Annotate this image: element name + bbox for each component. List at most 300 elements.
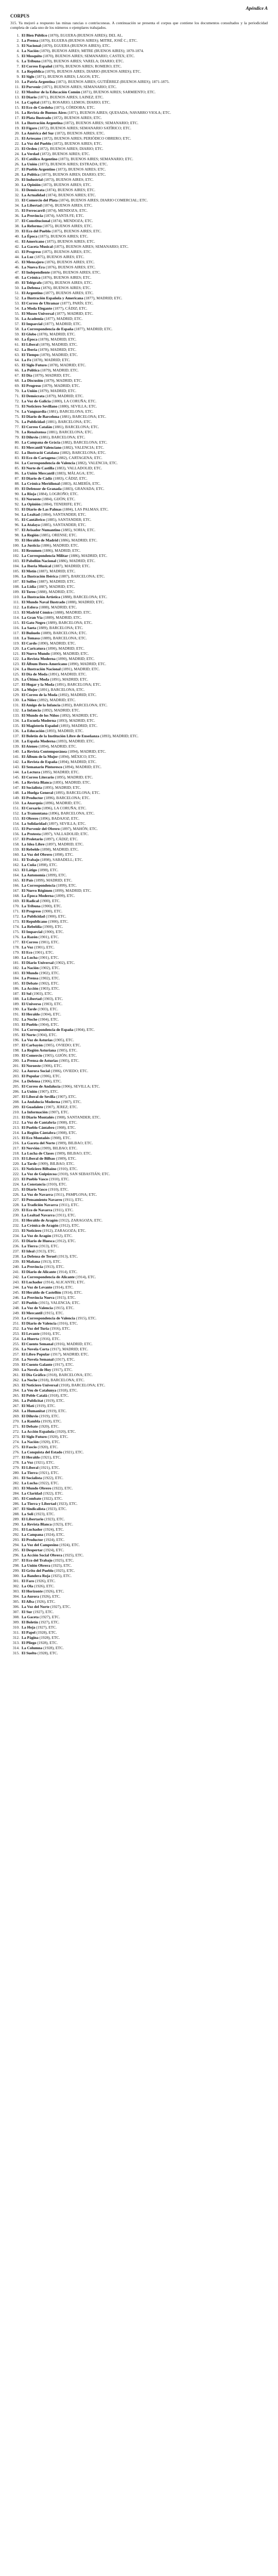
entry-title: El Eco Montañés xyxy=(22,1136,50,1140)
entry-title: La Tomasa xyxy=(22,636,40,640)
entry-details: (1882), BARCELONA; ETC. xyxy=(60,440,108,445)
entry-number: 52. xyxy=(14,296,20,300)
entry-number: 280. xyxy=(12,1470,20,1475)
entry-details: (1891), MADRID; ETC. xyxy=(47,672,87,676)
entry-number: 117. xyxy=(13,631,20,635)
list-item xyxy=(10,739,268,743)
entry-number: 311. xyxy=(13,1630,20,1635)
list-item xyxy=(10,816,268,821)
entry-details: (1907), ETC. xyxy=(55,1094,77,1099)
entry-title: La Esfera xyxy=(22,605,38,609)
entry-text xyxy=(22,1187,268,1192)
entry-text xyxy=(22,1589,268,1594)
entry-number: 156. xyxy=(12,832,20,836)
entry-details: (1914), ETC. xyxy=(56,1269,78,1274)
entry-number: 142. xyxy=(12,759,20,764)
entry-title: El Telégrafo xyxy=(22,280,42,285)
entry-number: 223. xyxy=(12,1177,20,1181)
entry-title: La Crónica de Aragón xyxy=(22,1223,59,1228)
entry-title: La Región Cántabra xyxy=(22,1130,56,1135)
list-item xyxy=(10,924,268,929)
entry-details: (1902), ETC. xyxy=(38,971,60,975)
entry-text xyxy=(22,522,268,527)
entry-number: 44. xyxy=(14,255,20,259)
list-item xyxy=(10,1141,268,1145)
entry-details: (1900), ETC. xyxy=(42,929,64,934)
entry-title: La Ilustració Catalana xyxy=(22,450,59,455)
entry-number: 96. xyxy=(14,522,20,527)
entry-number: 41. xyxy=(14,239,20,244)
list-item xyxy=(10,538,268,543)
entry-details: (1919), ETC. xyxy=(43,1398,65,1403)
list-item xyxy=(10,1604,268,1609)
entry-title: El Pensamiento Navarro xyxy=(22,1197,62,1202)
entry-details: (1894), MÉXICO; ETC. xyxy=(58,754,97,759)
list-item xyxy=(10,692,268,697)
entry-number: 12. xyxy=(14,90,20,94)
entry-title: La Voz de Asturias xyxy=(22,1038,53,1042)
entry-details: (1927), ETC. xyxy=(39,1615,60,1619)
entry-text xyxy=(22,450,268,455)
entry-title: El Proletario xyxy=(22,837,43,841)
entry-title: El Mensajero xyxy=(22,260,44,264)
entry-number: 284. xyxy=(12,1491,20,1496)
entry-text xyxy=(22,816,268,821)
entry-details: (1913), ETC. xyxy=(43,1264,64,1269)
entry-number: 133. xyxy=(12,713,20,718)
entry-title: El Heraldo de Aragón xyxy=(22,1218,58,1223)
entry-title: El Diario de Huesca xyxy=(22,1239,55,1243)
entry-text xyxy=(22,1501,268,1506)
entry-text xyxy=(22,904,268,908)
entry-details: (1899), MADRID; ETC. xyxy=(33,878,73,883)
list-item xyxy=(10,461,268,465)
entry-number: 27. xyxy=(14,167,20,172)
entry-number: 240. xyxy=(12,1264,20,1269)
list-item xyxy=(10,852,268,857)
entry-text xyxy=(22,270,268,275)
entry-number: 175. xyxy=(12,929,20,934)
entry-title: El Orden xyxy=(22,146,37,151)
entry-details: (1877), MADRID; ETC. xyxy=(43,316,83,321)
list-item xyxy=(10,363,268,367)
list-item xyxy=(10,1347,268,1351)
entry-title: La Opinión xyxy=(22,182,41,187)
entry-title: El Cuento Semanal xyxy=(22,1342,54,1346)
entry-title: La Voz xyxy=(22,945,33,950)
entry-number: 248. xyxy=(12,1306,20,1310)
entry-text xyxy=(22,213,268,218)
entry-number: 235. xyxy=(12,1239,20,1243)
entry-number: 172. xyxy=(12,914,20,919)
entry-title: El Resumen xyxy=(22,548,42,553)
entry-title: El Constitucional xyxy=(22,218,50,223)
entry-text xyxy=(22,1007,268,1011)
entry-details: (1906), ETC. xyxy=(39,1074,61,1078)
entry-number: 43. xyxy=(14,249,20,254)
list-item xyxy=(10,543,268,548)
entry-title: El Independiente xyxy=(22,270,50,275)
entry-title: El Debate xyxy=(22,1424,38,1429)
entry-text xyxy=(22,806,268,810)
list-item xyxy=(10,986,268,991)
entry-title: La Libertad xyxy=(22,996,42,1001)
entry-title: El Eco de Córdoba xyxy=(22,105,53,110)
entry-number: 166. xyxy=(12,883,20,888)
entry-details: (1885), ORENSE; ETC. xyxy=(39,533,77,537)
entry-text xyxy=(22,600,268,604)
entry-details: (1875), BUENOS AIRES; ETC. xyxy=(33,255,84,259)
entry-details: (1876), BUENOS AIRES; ETC. xyxy=(41,280,93,285)
entry-text xyxy=(22,1450,268,1454)
entry-number: 34. xyxy=(14,203,20,208)
entry-title: La Voz de Galicia xyxy=(22,399,51,403)
entry-details: (1875), BUENOS AIRES; SEMANARIO; ETC. xyxy=(53,244,129,249)
entry-title: El Poble Català xyxy=(22,1393,47,1398)
entry-details: (1893), MADRID; ETC. xyxy=(55,739,95,743)
entry-title: La Moda Elegante xyxy=(22,306,53,311)
list-item xyxy=(10,59,268,63)
entry-number: 87. xyxy=(14,476,20,481)
entry-number: 250. xyxy=(12,1316,20,1320)
list-item xyxy=(10,316,268,321)
entry-text xyxy=(22,378,268,383)
entry-text xyxy=(22,347,268,352)
entry-text xyxy=(22,167,268,172)
list-item xyxy=(10,759,268,764)
entry-details: (1918), BARCELONA; ETC. xyxy=(45,1372,93,1377)
entry-details: (1903), ETC. xyxy=(31,991,53,996)
entry-text xyxy=(22,929,268,934)
entry-title: La Defensa xyxy=(22,1079,41,1083)
entry-text xyxy=(22,1069,268,1073)
entry-text xyxy=(22,605,268,609)
entry-title: El Heraldo de Castellón xyxy=(22,1290,61,1295)
entry-number: 183. xyxy=(12,971,20,975)
entry-number: 227. xyxy=(12,1197,20,1202)
entry-text xyxy=(22,1166,268,1171)
entry-text xyxy=(22,188,268,192)
entry-title: La Opinión xyxy=(22,502,41,506)
entry-title: El Mundo xyxy=(22,971,39,975)
entry-text xyxy=(22,115,268,120)
entry-number: 85. xyxy=(14,466,20,470)
entry-title: El Porvenir xyxy=(22,84,41,89)
entry-text xyxy=(22,110,268,115)
entry-title: El Mundo de los Niños xyxy=(22,713,59,718)
entry-number: 154. xyxy=(12,821,20,826)
entry-text xyxy=(22,1439,268,1444)
entry-text xyxy=(22,1573,268,1578)
entry-title: El Productor xyxy=(22,1537,43,1542)
entry-text xyxy=(22,1599,268,1604)
entry-details: (1928), ETC. xyxy=(36,1640,58,1645)
list-item xyxy=(10,1285,268,1290)
entry-text xyxy=(22,280,268,285)
entry-text xyxy=(22,1120,268,1125)
entry-number: 165. xyxy=(12,878,20,883)
entry-number: 119. xyxy=(13,641,20,646)
entry-text xyxy=(22,1543,268,1547)
entry-title: El Carbayón xyxy=(22,1043,43,1047)
entry-title: El Álbum de la Mujer xyxy=(22,754,58,759)
entry-title: La Idea Libre xyxy=(22,842,45,846)
entry-details: (1900), ETC. xyxy=(45,914,66,919)
entry-text xyxy=(22,497,268,501)
entry-number: 265. xyxy=(12,1393,20,1398)
entry-title: El Alba xyxy=(22,1599,34,1604)
list-item xyxy=(10,1110,268,1114)
entry-details: (1873), BUENOS AIRES; ETC. xyxy=(43,177,94,182)
list-item xyxy=(10,455,268,460)
entry-details: (1872), BUENOS AIRES; ETC. xyxy=(51,115,102,120)
entry-title: El Porvenir del Obrero xyxy=(22,826,60,831)
list-item xyxy=(10,1136,268,1140)
list-item xyxy=(10,1254,268,1259)
entry-title: El Industrial xyxy=(22,177,43,182)
list-item xyxy=(10,280,268,285)
entry-text xyxy=(22,466,268,470)
list-item xyxy=(10,306,268,311)
entry-text xyxy=(22,1491,268,1496)
entry-details: (1910), ETC. xyxy=(45,1182,67,1187)
entry-text xyxy=(22,1465,268,1470)
entry-details: (1881), BARCELONA; ETC. xyxy=(52,425,99,429)
entry-number: 107. xyxy=(12,579,20,584)
entry-number: 230. xyxy=(12,1213,20,1217)
list-item xyxy=(10,971,268,975)
list-item xyxy=(10,48,268,53)
list-item xyxy=(10,1326,268,1331)
entry-text xyxy=(22,718,268,723)
entry-title: La Tarde xyxy=(22,1161,37,1166)
entry-text xyxy=(22,698,268,702)
entry-number: 105. xyxy=(12,569,20,573)
list-item xyxy=(10,177,268,182)
entry-title: El Día de Moda xyxy=(22,672,48,676)
entry-number: 7. xyxy=(16,64,20,69)
entry-text xyxy=(22,507,268,512)
entry-number: 123. xyxy=(12,662,20,666)
entry-number: 283. xyxy=(12,1486,20,1490)
entry-title: La Fe xyxy=(22,358,31,362)
entry-title: El Pueblo xyxy=(22,1022,38,1027)
entry-number: 251. xyxy=(12,1321,20,1326)
entry-number: 141. xyxy=(12,754,20,759)
entry-text xyxy=(22,1579,268,1583)
entry-text xyxy=(22,770,268,774)
list-item xyxy=(10,151,268,156)
entry-text xyxy=(22,368,268,372)
entry-text xyxy=(22,667,268,671)
entry-details: (1891), MADRID; ETC. xyxy=(60,667,100,671)
entry-number: 186. xyxy=(12,986,20,991)
entry-title: El Cantábrico xyxy=(22,517,45,522)
entry-number: 176. xyxy=(12,935,20,939)
entry-text xyxy=(22,492,268,496)
entry-details: (1890), MADRID; ETC. xyxy=(37,641,76,646)
entry-title: La Novela Corta xyxy=(22,1347,49,1351)
entry-text xyxy=(22,1563,268,1568)
entry-number: 211. xyxy=(13,1115,20,1120)
entry-number: 290. xyxy=(12,1522,20,1527)
entry-text xyxy=(22,255,268,259)
entry-details: (1884), SANTANDER; ETC. xyxy=(40,512,86,517)
entry-number: 60. xyxy=(14,337,20,342)
list-item xyxy=(10,1357,268,1362)
entry-text xyxy=(22,1058,268,1063)
entry-title: La Correspondencia de Valencia xyxy=(22,461,75,465)
entry-title: El Ferrocarril xyxy=(22,208,45,213)
entry-text xyxy=(22,754,268,759)
entry-title: La Tradición Navarra xyxy=(22,1202,58,1207)
entry-title: El Nuevo Régimen xyxy=(22,888,53,893)
entry-number: 61. xyxy=(14,342,20,347)
entry-title: El Ateneo xyxy=(22,744,38,749)
entry-text xyxy=(22,625,268,630)
entry-text xyxy=(22,991,268,996)
list-item xyxy=(10,136,268,141)
entry-details: (1924), ETC. xyxy=(58,1543,80,1547)
list-item xyxy=(10,517,268,522)
entry-title: La Provincia xyxy=(22,1264,43,1269)
entry-number: 29. xyxy=(14,177,20,182)
list-item xyxy=(10,522,268,527)
entry-details: (1898), MADRID; ETC. xyxy=(39,847,79,852)
entry-text xyxy=(22,265,268,269)
entry-number: 201. xyxy=(12,1063,20,1068)
entry-text xyxy=(22,1424,268,1429)
entry-number: 36. xyxy=(14,213,20,218)
entry-details: (1872), BUENOS AIRES; ETC. xyxy=(51,141,102,146)
entry-number: 306. xyxy=(12,1604,20,1609)
entry-title: La Publicitat xyxy=(22,1398,43,1403)
entry-title: La Unión xyxy=(22,388,38,393)
entry-title: El Museo Universal xyxy=(22,311,54,316)
entry-details: (1909), BILBAO; ETC. xyxy=(39,1146,78,1150)
entry-number: 45. xyxy=(14,260,20,264)
list-item xyxy=(10,466,268,470)
entry-details: (1928), ETC. xyxy=(35,1630,57,1635)
entry-title: La Voz del Turia xyxy=(22,1326,49,1331)
entry-details: (1899), ETC. xyxy=(45,873,67,877)
entry-details: (1913), ETC. xyxy=(34,1249,56,1253)
entry-text xyxy=(22,90,268,94)
entry-number: 126. xyxy=(12,677,20,682)
entry-title: El Eco del Pueblo xyxy=(22,229,51,233)
entry-text xyxy=(22,79,268,84)
entry-title: El Obrero xyxy=(22,816,39,821)
list-item xyxy=(10,672,268,676)
entry-number: 143. xyxy=(12,765,20,769)
entry-number: 65. xyxy=(14,363,20,367)
list-item xyxy=(10,718,268,723)
entry-text xyxy=(22,1300,268,1305)
entry-details: (1925), ETC. xyxy=(53,1568,75,1573)
entry-title: La Revista de España xyxy=(22,759,58,764)
entry-title: La Ilustración Argentina xyxy=(22,121,63,125)
list-item xyxy=(10,1625,268,1630)
entry-title: La Infancia xyxy=(22,708,41,713)
list-item xyxy=(10,1130,268,1135)
entry-title: El Horizonte xyxy=(22,1589,43,1594)
entry-title: La Prensa xyxy=(22,38,39,43)
entry-number: 124. xyxy=(12,667,20,671)
entry-details: (1915), ETC. xyxy=(53,1306,75,1310)
list-item xyxy=(10,162,268,166)
entry-text xyxy=(22,940,268,944)
list-item xyxy=(10,687,268,692)
list-item xyxy=(10,1372,268,1377)
entry-text xyxy=(22,1115,268,1120)
entry-details: (1879), MADRID; ETC. xyxy=(43,378,82,383)
list-item xyxy=(10,868,268,872)
entry-details: (1873), BUENOS AIRES; ETC. xyxy=(40,182,92,187)
entry-number: 23. xyxy=(14,146,20,151)
entry-title: El Mercantil xyxy=(22,1311,43,1315)
entry-title: El Eco xyxy=(22,950,33,955)
list-item xyxy=(10,383,268,388)
entry-number: 11. xyxy=(14,84,20,89)
entry-number: 246. xyxy=(12,1295,20,1300)
list-item xyxy=(10,311,268,316)
list-item xyxy=(10,888,268,893)
entry-details: (1914), ALICANTE; ETC. xyxy=(42,1280,85,1284)
entry-title: El Heraldo xyxy=(22,1012,40,1016)
entry-details: (1908), ETC. xyxy=(56,1120,78,1125)
entry-number: 268. xyxy=(12,1409,20,1413)
list-item xyxy=(10,90,268,94)
entry-number: 224. xyxy=(12,1182,20,1187)
entry-details: (1874), MENDOZA; ETC. xyxy=(50,218,93,223)
list-item xyxy=(10,1048,268,1053)
entry-details: (1883), CÁDIZ; ETC. xyxy=(52,476,88,481)
list-item xyxy=(10,795,268,800)
entry-number: 300. xyxy=(12,1573,20,1578)
entry-details: (1922), ETC. xyxy=(42,1491,64,1496)
list-item xyxy=(10,430,268,434)
entry-text xyxy=(22,1331,268,1336)
entry-number: 189. xyxy=(12,1002,20,1006)
entry-text xyxy=(22,847,268,852)
entry-text xyxy=(22,909,268,913)
entry-text xyxy=(22,837,268,841)
list-item xyxy=(10,203,268,208)
entry-text xyxy=(22,960,268,965)
entry-text xyxy=(22,38,268,43)
entry-number: 269. xyxy=(12,1414,20,1418)
entry-text xyxy=(22,842,268,846)
entry-text xyxy=(22,558,268,563)
list-item xyxy=(10,1233,268,1238)
entry-details: (1924), ETC. xyxy=(42,1527,64,1532)
list-item xyxy=(10,1105,268,1109)
entry-number: 277. xyxy=(12,1455,20,1460)
entry-number: 129. xyxy=(12,692,20,697)
entry-number: 76. xyxy=(14,419,20,424)
entry-number: 75. xyxy=(14,414,20,419)
entry-number: 213. xyxy=(12,1125,20,1130)
entry-title: La Prensa xyxy=(22,976,39,980)
list-item xyxy=(10,54,268,58)
entry-text xyxy=(22,1233,268,1238)
entry-title: La Cuña xyxy=(22,862,37,867)
entry-number: 39. xyxy=(14,229,20,233)
entry-text xyxy=(22,1130,268,1135)
list-item xyxy=(10,1496,268,1501)
entry-text xyxy=(22,1372,268,1377)
list-item xyxy=(10,1202,268,1207)
